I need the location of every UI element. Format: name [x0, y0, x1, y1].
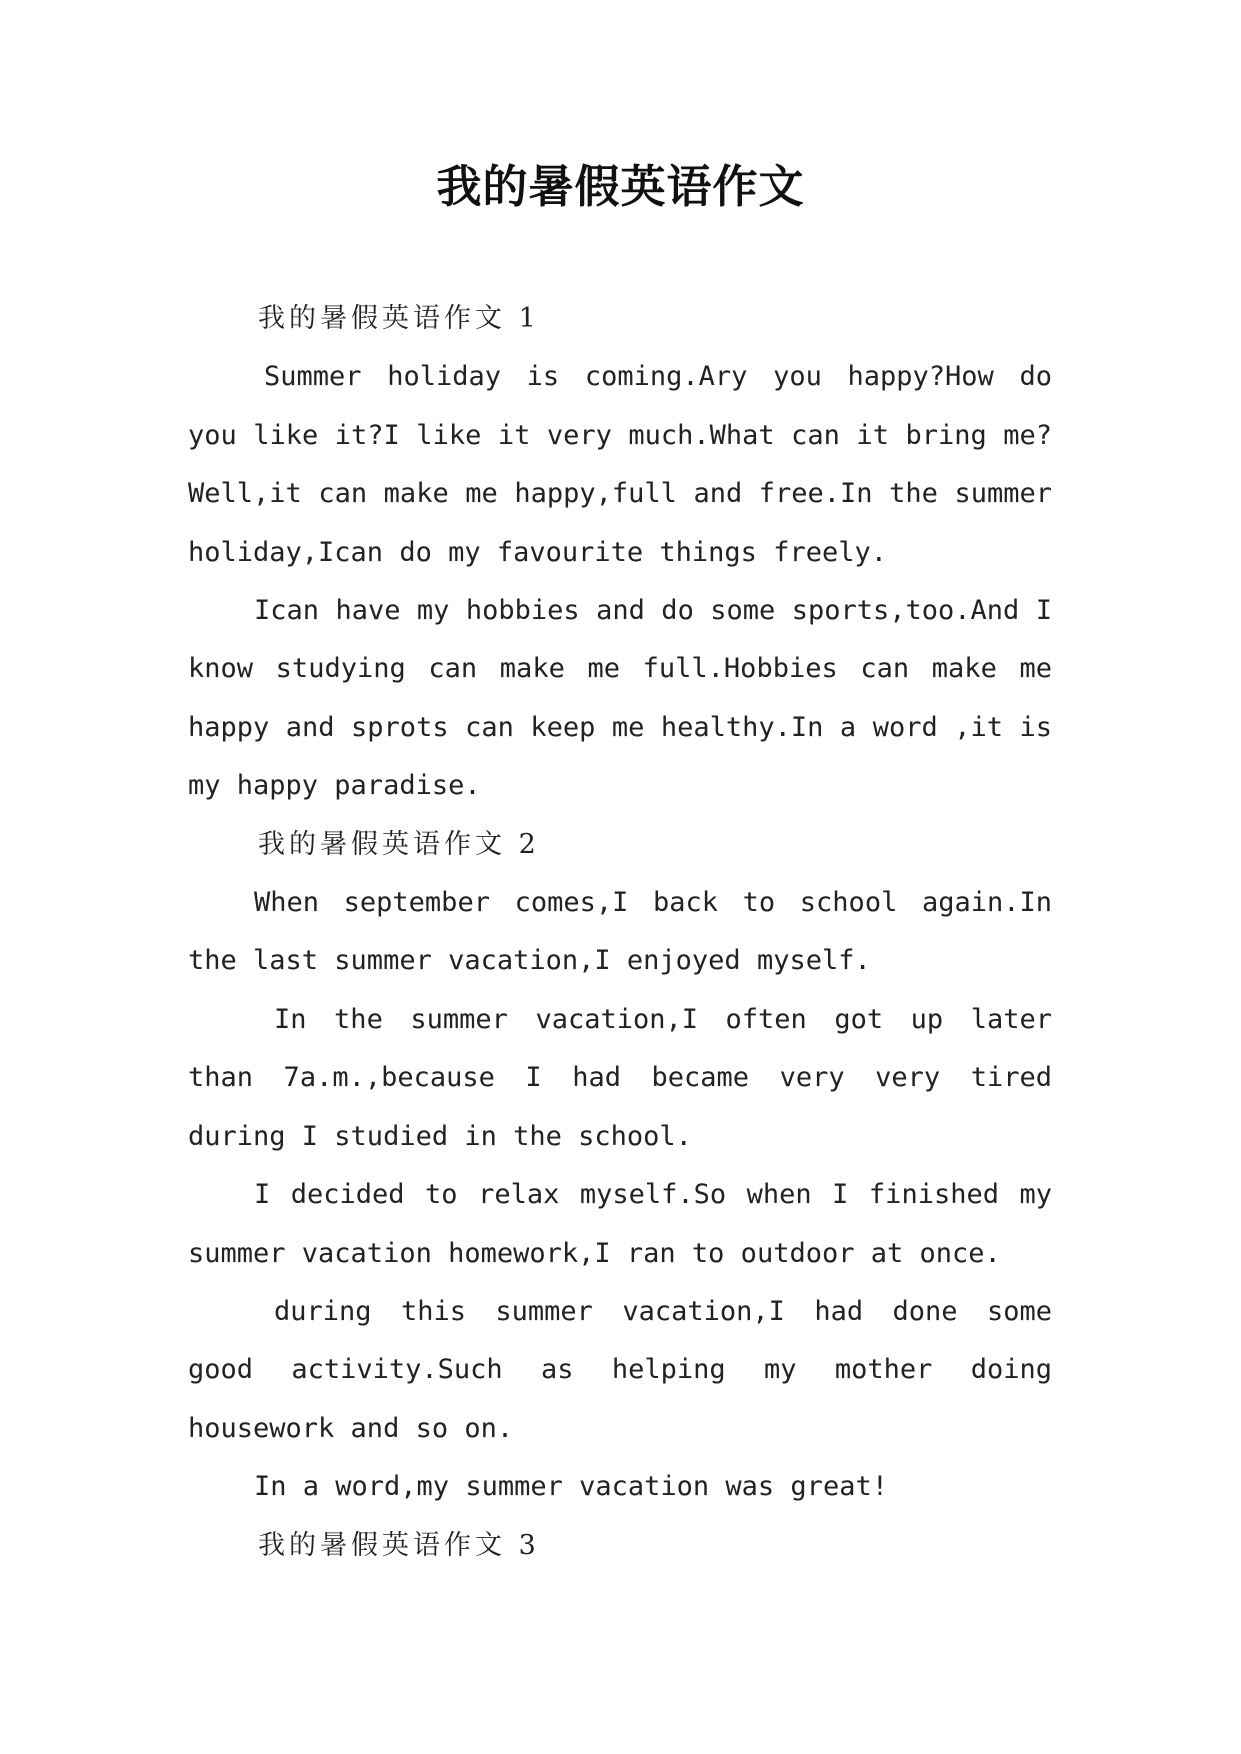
document-body — [188, 290, 1052, 1575]
paragraph: In a word,my summer vacation was great! — [254, 1471, 888, 1503]
paragraph: during this summer vacation,I had done some good activity.Such as helping my mother doing housework and so on. — [188, 1295, 1052, 1444]
paragraph: When september comes,I back to school again.In the last summer vacation,I enjoyed myself. — [188, 887, 1052, 977]
section-heading: 我的暑假英语作文 3 — [258, 1529, 540, 1561]
document-title: 我的暑假英语作文 — [436, 160, 805, 213]
paragraph: Ican have my hobbies and do some sports,too.And I know studying can make me full.Hobbies can make me happy and sprots can keep me healthy.In a word ,it is my happy paradise. — [188, 595, 1052, 802]
section-heading: 我的暑假英语作文 2 — [258, 828, 540, 860]
section-heading: 我的暑假英语作文 1 — [258, 303, 540, 334]
paragraph: I decided to relax myself.So when I finished my summer vacation homework,I ran to outdoor at once. — [188, 1179, 1052, 1269]
paragraph: In the summer vacation,I often got up later than 7a.m.,because I had became very very tired during I studied in the school. — [188, 1003, 1052, 1152]
paragraph: Summer holiday is coming.Ary you happy?How do you like it?I like it very much.What can it bring me?Well,it can make me happy,full and free.In the summer holiday,Ican do my favourite things freely. — [188, 361, 1052, 568]
